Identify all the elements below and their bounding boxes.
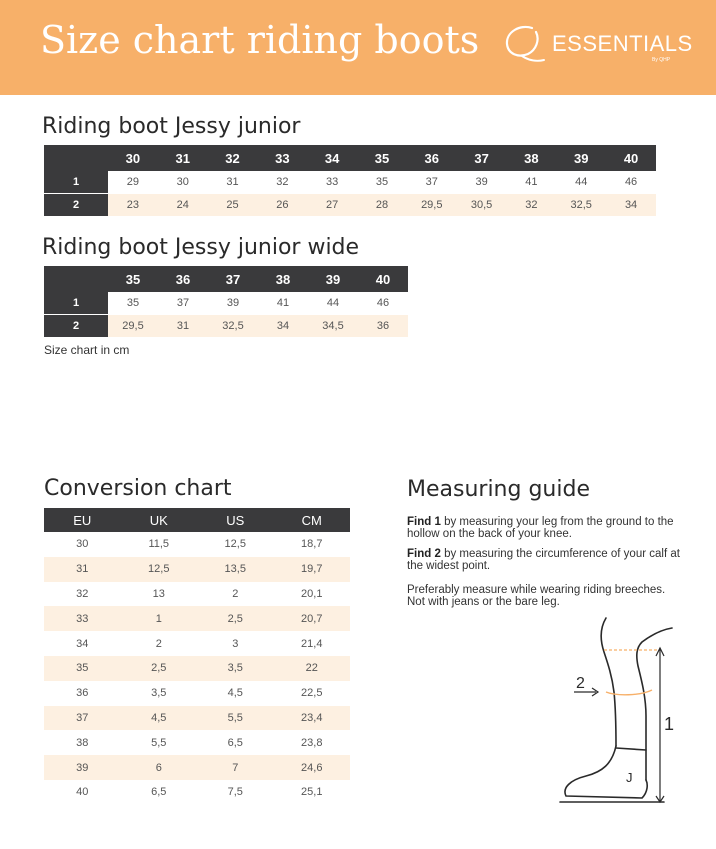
- measure-2-cell: 23: [108, 194, 158, 217]
- conversion-cell: 7,5: [227, 786, 243, 799]
- conversion-cell: 38: [76, 736, 89, 749]
- conversion-row: [44, 681, 350, 706]
- measure-1-cell: 44: [556, 171, 606, 194]
- measure-row-2: [44, 194, 656, 217]
- conversion-cell: 3,5: [151, 687, 167, 700]
- measure-1-cell: 33: [307, 171, 357, 194]
- conversion-row: [44, 706, 350, 731]
- conversion-cell: 3: [232, 637, 239, 650]
- measure-1-cell: 30: [158, 171, 208, 194]
- conversion-cell: 2,5: [121, 656, 198, 681]
- find1-text: by measuring your leg from the ground to the hollow on the back of your knee.: [407, 516, 674, 540]
- measure-2-cell: 24: [158, 194, 208, 217]
- measure-row-1: [44, 171, 656, 194]
- measure-1-cell: 35: [108, 292, 158, 315]
- conversion-cell: 34: [76, 637, 89, 650]
- header-banner: [0, 0, 716, 95]
- conversion-header-cell: EU: [44, 508, 121, 532]
- conversion-title: Conversion chart: [44, 476, 232, 501]
- size-table-jessy-junior-wide: [44, 266, 408, 337]
- conversion-row: [44, 656, 350, 681]
- conversion-cell: 40: [76, 786, 89, 799]
- measure-2-cell: 30,5: [457, 194, 507, 217]
- find2-text: by measuring the circumference of your calf at the widest point.: [407, 548, 680, 572]
- measure-2-cell: 28: [357, 194, 407, 217]
- conversion-cell: 37: [44, 706, 121, 731]
- measure-2-cell: 26: [257, 194, 307, 217]
- size-header-cell: 37: [208, 266, 258, 292]
- conversion-cell: 1: [121, 606, 198, 631]
- conversion-cell: 12,5: [224, 538, 246, 551]
- conversion-row: [44, 755, 350, 780]
- measure-1-cell: 37: [158, 292, 208, 315]
- size-header-cell: 36: [158, 266, 208, 292]
- table2-title: Riding boot Jessy junior wide: [42, 235, 360, 260]
- measure-1-cell: 39: [457, 171, 507, 194]
- size-header-cell: 38: [507, 145, 557, 171]
- conversion-cell: 20,7: [274, 606, 351, 631]
- conversion-cell: 6,5: [151, 786, 167, 799]
- measure-1-cell: 32: [257, 171, 307, 194]
- conversion-header-cell: US: [197, 508, 274, 532]
- guide-title: Measuring guide: [407, 477, 590, 502]
- conversion-row: [44, 582, 350, 607]
- conversion-cell: 13,5: [197, 557, 274, 582]
- conversion-cell: 5,5: [197, 706, 274, 731]
- page-title: Size chart riding boots: [40, 18, 480, 62]
- measure-label-2: 2: [576, 675, 585, 692]
- measure-2-cell: 34: [258, 315, 308, 338]
- row-label: 1: [44, 171, 108, 194]
- size-header-cell: 39: [308, 266, 358, 292]
- leg-measurement-diagram: [556, 612, 680, 808]
- guide-find2: [407, 548, 682, 572]
- measure-1-cell: 39: [208, 292, 258, 315]
- conversion-header-cell: CM: [274, 508, 351, 532]
- size-header-cell: 40: [358, 266, 408, 292]
- measure-2-cell: 27: [307, 194, 357, 217]
- measure-row-1: [44, 292, 408, 315]
- conversion-row: [44, 631, 350, 656]
- measure-1-cell: 44: [308, 292, 358, 315]
- measure-1-cell: 46: [606, 171, 656, 194]
- conversion-cell: 30: [76, 538, 89, 551]
- size-header-cell: 34: [307, 145, 357, 171]
- conversion-cell: 4,5: [121, 706, 198, 731]
- size-header-cell: 38: [258, 266, 308, 292]
- conversion-cell: 35: [44, 656, 121, 681]
- measure-2-cell: 29,5: [407, 194, 457, 217]
- size-header-row: [44, 145, 656, 171]
- measure-1-cell: 35: [357, 171, 407, 194]
- size-header-cell: 31: [158, 145, 208, 171]
- conversion-cell: 5,5: [151, 736, 167, 749]
- leg-back-outline: [637, 628, 675, 780]
- conversion-cell: 39: [44, 755, 121, 780]
- brand-logo: [502, 22, 693, 72]
- measure-2-cell: 32: [507, 194, 557, 217]
- measure-2-cell: 32,5: [208, 315, 258, 338]
- conversion-cell: 2: [155, 637, 162, 650]
- measure-1-cell: 41: [258, 292, 308, 315]
- guide-find1: [407, 516, 682, 540]
- measure-2-cell: 32,5: [556, 194, 606, 217]
- measure-label-1: 1: [664, 714, 675, 734]
- size-header-row: [44, 266, 408, 292]
- logo-byline: By QHP: [652, 57, 671, 63]
- size-header-cell: 35: [108, 266, 158, 292]
- conversion-header-cell: UK: [121, 508, 198, 532]
- conversion-cell: 36: [76, 687, 89, 700]
- row-label: 2: [44, 315, 108, 338]
- measure-2-cell: 25: [208, 194, 258, 217]
- measure-1-cell: 29: [108, 171, 158, 194]
- size-header-cell: 30: [108, 145, 158, 171]
- unit-note: Size chart in cm: [44, 343, 130, 357]
- conversion-table: [44, 508, 350, 805]
- logo-wordmark: ESSENTIALS: [552, 31, 693, 56]
- conversion-row: [44, 730, 350, 755]
- conversion-cell: 19,7: [274, 557, 351, 582]
- conversion-row: [44, 780, 350, 805]
- leg-front-outline: [601, 618, 616, 746]
- sock-line: [616, 748, 646, 750]
- conversion-cell: 7: [197, 755, 274, 780]
- row-label: 2: [44, 194, 108, 217]
- size-header-cell: 40: [606, 145, 656, 171]
- conversion-cell: 13: [152, 587, 165, 600]
- conversion-cell: 12,5: [121, 557, 198, 582]
- size-table-jessy-junior: [44, 145, 656, 216]
- guide-preference: Preferably measure while wearing riding breeches. Not with jeans or the bare leg.: [407, 584, 666, 608]
- conversion-cell: 3,5: [197, 656, 274, 681]
- conversion-cell: 24,6: [274, 755, 351, 780]
- conversion-cell: 6,5: [227, 736, 243, 749]
- conversion-cell: 22,5: [301, 687, 323, 700]
- corner-cell: [44, 266, 108, 292]
- foot-label: J: [626, 770, 633, 785]
- measure-2-cell: 34,5: [308, 315, 358, 338]
- size-header-cell: 35: [357, 145, 407, 171]
- measure-1-cell: 46: [358, 292, 408, 315]
- conversion-row: [44, 606, 350, 631]
- conversion-row: [44, 557, 350, 582]
- row-label: 1: [44, 292, 108, 315]
- conversion-cell: 20,1: [301, 587, 323, 600]
- conversion-cell: 22: [274, 656, 351, 681]
- foot-outline: [565, 746, 647, 798]
- conversion-cell: 21,4: [301, 637, 323, 650]
- conversion-cell: 2,5: [197, 606, 274, 631]
- measure-2-cell: 31: [158, 315, 208, 338]
- conversion-cell: 11,5: [148, 538, 170, 551]
- corner-cell: [44, 145, 108, 171]
- q-swoosh-icon: [502, 22, 546, 66]
- measure-2-cell: 36: [358, 315, 408, 338]
- conversion-cell: 2: [232, 587, 239, 600]
- measure-2-cell: 29,5: [108, 315, 158, 338]
- conversion-cell: 6: [121, 755, 198, 780]
- measure-1-cell: 41: [507, 171, 557, 194]
- conversion-cell: 4,5: [227, 687, 243, 700]
- size-header-cell: 37: [457, 145, 507, 171]
- conversion-cell: 31: [44, 557, 121, 582]
- calf-marker-line: [606, 690, 652, 695]
- measure-1-cell: 31: [208, 171, 258, 194]
- conversion-cell: 23,8: [301, 736, 323, 749]
- find1-label: Find 1: [407, 516, 441, 528]
- size-header-cell: 32: [208, 145, 258, 171]
- conversion-cell: 32: [76, 587, 89, 600]
- conversion-cell: 33: [44, 606, 121, 631]
- conversion-header-row: [44, 508, 350, 532]
- measure-2-cell: 34: [606, 194, 656, 217]
- measure-row-2: [44, 315, 408, 338]
- conversion-row: [44, 532, 350, 557]
- measure-1-cell: 37: [407, 171, 457, 194]
- find2-label: Find 2: [407, 548, 441, 560]
- conversion-cell: 25,1: [301, 786, 323, 799]
- size-header-cell: 39: [556, 145, 606, 171]
- conversion-cell: 18,7: [301, 538, 323, 551]
- table1-title: Riding boot Jessy junior: [42, 114, 301, 139]
- size-header-cell: 33: [257, 145, 307, 171]
- size-header-cell: 36: [407, 145, 457, 171]
- conversion-cell: 23,4: [274, 706, 351, 731]
